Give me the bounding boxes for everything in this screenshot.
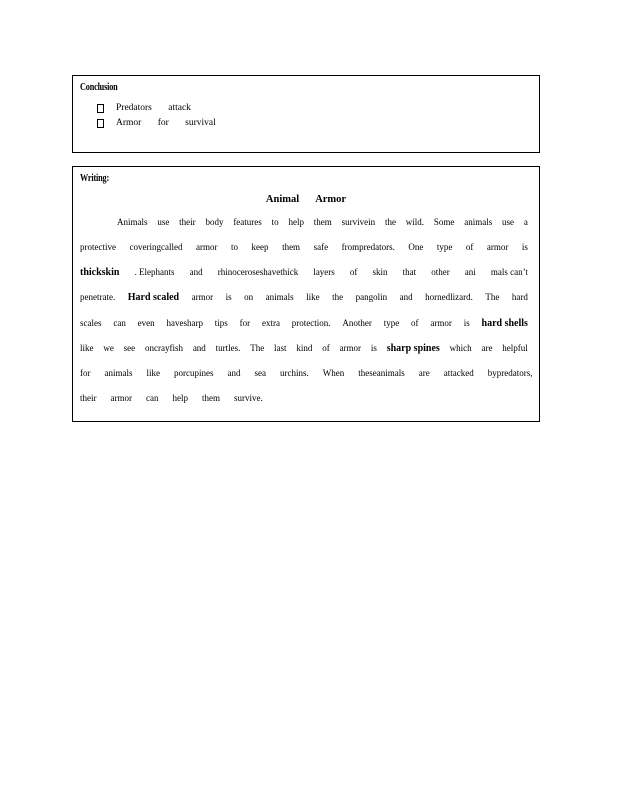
essay-line <box>80 393 528 403</box>
essay-word: safe <box>313 242 329 252</box>
essay-word: can <box>113 318 126 328</box>
essay-word: them <box>202 393 220 403</box>
essay-word: scales <box>80 318 102 328</box>
conclusion-item-text: Armor for survival <box>116 118 216 128</box>
essay-word: is <box>370 343 377 353</box>
essay-word: on <box>244 292 254 302</box>
conclusion-item <box>97 118 216 128</box>
essay-word: armor <box>486 242 509 252</box>
essay-word: of <box>322 343 330 353</box>
essay-bold-word: hard shells <box>481 318 528 329</box>
essay-word: animals <box>265 292 294 302</box>
essay-word: animals <box>464 217 493 227</box>
essay-word: oncrayfish <box>144 343 183 353</box>
essay-line <box>80 343 528 354</box>
essay-word: features <box>233 217 262 227</box>
essay-line <box>117 217 528 227</box>
bullet-icon <box>97 104 104 113</box>
essay-word: The <box>250 343 265 353</box>
essay-word: that <box>402 267 417 277</box>
essay-word: havesharp <box>166 318 203 328</box>
essay-word: keep <box>251 242 269 252</box>
essay-word: and <box>399 292 413 302</box>
essay-line <box>80 242 528 252</box>
essay-word: armor <box>430 318 452 328</box>
essay-word: we <box>103 343 114 353</box>
essay-word: mals can’t <box>490 267 528 277</box>
essay-word: protective <box>80 242 116 252</box>
essay-word: use <box>502 217 515 227</box>
essay-word: tips <box>214 318 228 328</box>
essay-word: are <box>481 343 493 353</box>
essay-word: type <box>383 318 400 328</box>
essay-word: armor <box>191 292 214 302</box>
essay-word: skin <box>372 267 388 277</box>
essay-word: animals <box>104 368 133 378</box>
essay-word: layers <box>313 267 335 277</box>
essay-word: which <box>449 343 472 353</box>
essay-word: The <box>485 292 500 302</box>
essay-word: hornedlizard. <box>425 292 473 302</box>
essay-title: Animal Armor <box>265 194 347 205</box>
essay-word: armor <box>196 242 218 252</box>
essay-bold-word: Hard scaled <box>127 292 180 303</box>
essay-line <box>80 267 528 278</box>
conclusion-item <box>97 103 191 113</box>
essay-word: use <box>157 217 170 227</box>
essay-word: is <box>225 292 232 302</box>
essay-word: help <box>172 393 188 403</box>
essay-word: coveringcalled <box>129 242 183 252</box>
essay-word: see <box>123 343 136 353</box>
essay-line <box>80 292 528 303</box>
essay-word: their <box>179 217 196 227</box>
essay-word: for <box>239 318 251 328</box>
essay-word: penetrate. <box>80 292 116 302</box>
essay-word: is <box>521 242 528 252</box>
essay-word: to <box>231 242 239 252</box>
essay-word: kind <box>296 343 313 353</box>
essay-word: the <box>332 292 344 302</box>
essay-word: a <box>523 217 528 227</box>
essay-word: them <box>282 242 301 252</box>
essay-word: rhinoceroseshavethick <box>217 267 299 277</box>
essay-word: them <box>313 217 332 227</box>
bullet-icon <box>97 119 104 128</box>
conclusion-heading: Conclusion <box>80 82 118 93</box>
essay-word: ani <box>464 267 476 277</box>
essay-word: . Elephants <box>134 267 175 277</box>
essay-word: extra <box>261 318 280 328</box>
essay-word: Animals <box>117 217 148 227</box>
essay-bold-word: sharp spines <box>386 343 440 354</box>
essay-word: porcupines <box>174 368 214 378</box>
writing-box <box>72 166 540 422</box>
essay-word: survivein <box>341 217 376 227</box>
essay-word: of <box>411 318 419 328</box>
essay-word: other <box>431 267 450 277</box>
essay-word: like <box>306 292 320 302</box>
essay-word: body <box>205 217 224 227</box>
essay-word: armor <box>339 343 362 353</box>
essay-word: wild. <box>405 217 425 227</box>
essay-word: last <box>274 343 287 353</box>
essay-word: is <box>463 318 470 328</box>
essay-word: hard <box>511 292 528 302</box>
conclusion-item-text: Predators attack <box>116 103 191 113</box>
essay-word: armor <box>110 393 132 403</box>
writing-heading: Writing: <box>80 173 110 184</box>
essay-word: sea <box>254 368 266 378</box>
essay-word: attacked <box>443 368 474 378</box>
essay-word: One <box>408 242 424 252</box>
essay-word: help <box>288 217 304 227</box>
essay-word: Some <box>433 217 455 227</box>
essay-word: like <box>80 343 94 353</box>
essay-word: even <box>137 318 155 328</box>
essay-word: type <box>436 242 453 252</box>
essay-word: theseanimals <box>358 368 405 378</box>
essay-word: turtles. <box>215 343 241 353</box>
essay-word: helpful <box>502 343 528 353</box>
essay-word: their <box>80 393 97 403</box>
essay-word: for <box>80 368 91 378</box>
essay-word: of <box>465 242 474 252</box>
conclusion-box <box>72 75 540 153</box>
essay-word: When <box>322 368 345 378</box>
essay-word: are <box>418 368 430 378</box>
essay-line <box>80 368 533 378</box>
essay-word: and <box>189 267 203 277</box>
essay-word: and <box>227 368 241 378</box>
essay-word: pangolin <box>355 292 388 302</box>
essay-bold-word: thickskin <box>80 267 120 278</box>
essay-word: like <box>146 368 160 378</box>
essay-word: bypredators, <box>487 368 533 378</box>
essay-word: of <box>349 267 358 277</box>
essay-word: protection. <box>291 318 331 328</box>
essay-word: the <box>384 217 396 227</box>
essay-word: can <box>146 393 159 403</box>
essay-word: urchins. <box>280 368 309 378</box>
essay-line <box>80 318 528 329</box>
essay-word: frompredators. <box>341 242 395 252</box>
essay-word: survive. <box>234 393 263 403</box>
essay-word: and <box>192 343 206 353</box>
essay-word: to <box>271 217 279 227</box>
essay-word: Another <box>342 318 372 328</box>
